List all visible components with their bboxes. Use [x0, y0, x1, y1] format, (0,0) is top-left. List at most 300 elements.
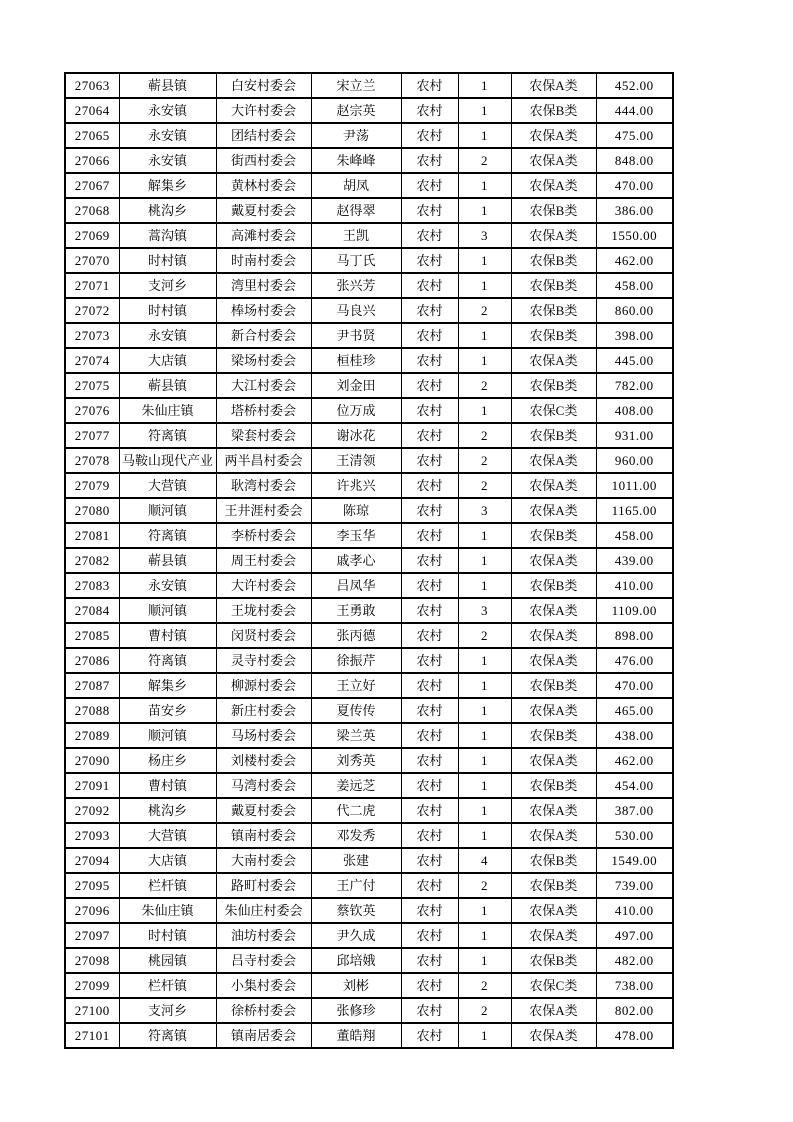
person-name-cell: 蔡钦英	[311, 898, 401, 923]
village-committee-cell: 大许村委会	[216, 573, 311, 598]
table-row	[65, 698, 673, 723]
insurance-category-cell: 农保B类	[511, 523, 596, 548]
village-committee-cell: 梁套村委会	[216, 423, 311, 448]
household-type-cell: 农村	[401, 598, 458, 623]
person-name-cell: 尹书贤	[311, 323, 401, 348]
household-type-cell: 农村	[401, 148, 458, 173]
household-type-cell: 农村	[401, 848, 458, 873]
person-name-cell: 徐振芹	[311, 648, 401, 673]
household-type-cell: 农村	[401, 698, 458, 723]
amount-cell: 476.00	[596, 648, 673, 673]
insurance-category-cell: 农保A类	[511, 448, 596, 473]
serial-number-cell: 27067	[65, 173, 119, 198]
person-name-cell: 谢冰花	[311, 423, 401, 448]
person-name-cell: 马良兴	[311, 298, 401, 323]
household-type-cell: 农村	[401, 473, 458, 498]
table-row	[65, 223, 673, 248]
town-cell: 大营镇	[119, 473, 216, 498]
serial-number-cell: 27084	[65, 598, 119, 623]
village-committee-cell: 马场村委会	[216, 723, 311, 748]
person-name-cell: 刘秀英	[311, 748, 401, 773]
person-count-cell: 1	[458, 923, 511, 948]
village-committee-cell: 周王村委会	[216, 548, 311, 573]
household-type-cell: 农村	[401, 998, 458, 1023]
person-count-cell: 1	[458, 173, 511, 198]
serial-number-cell: 27082	[65, 548, 119, 573]
table-row	[65, 748, 673, 773]
village-committee-cell: 戴夏村委会	[216, 198, 311, 223]
insurance-category-cell: 农保B类	[511, 573, 596, 598]
town-cell: 蕲县镇	[119, 73, 216, 98]
table-row	[65, 398, 673, 423]
town-cell: 大店镇	[119, 848, 216, 873]
household-type-cell: 农村	[401, 973, 458, 998]
insurance-category-cell: 农保B类	[511, 373, 596, 398]
serial-number-cell: 27089	[65, 723, 119, 748]
person-count-cell: 1	[458, 823, 511, 848]
town-cell: 永安镇	[119, 323, 216, 348]
table-row	[65, 648, 673, 673]
person-name-cell: 宋立兰	[311, 73, 401, 98]
person-count-cell: 2	[458, 623, 511, 648]
household-type-cell: 农村	[401, 948, 458, 973]
serial-number-cell: 27091	[65, 773, 119, 798]
table-row	[65, 823, 673, 848]
amount-cell: 462.00	[596, 248, 673, 273]
village-committee-cell: 闵贤村委会	[216, 623, 311, 648]
serial-number-cell: 27092	[65, 798, 119, 823]
town-cell: 时村镇	[119, 248, 216, 273]
person-count-cell: 2	[458, 473, 511, 498]
person-count-cell: 2	[458, 873, 511, 898]
household-type-cell: 农村	[401, 798, 458, 823]
village-committee-cell: 梁场村委会	[216, 348, 311, 373]
table-row	[65, 273, 673, 298]
insurance-category-cell: 农保B类	[511, 298, 596, 323]
insurance-category-cell: 农保A类	[511, 748, 596, 773]
amount-cell: 398.00	[596, 323, 673, 348]
town-cell: 永安镇	[119, 573, 216, 598]
household-type-cell: 农村	[401, 523, 458, 548]
household-type-cell: 农村	[401, 623, 458, 648]
person-name-cell: 王广付	[311, 873, 401, 898]
town-cell: 时村镇	[119, 298, 216, 323]
person-name-cell: 桓桂珍	[311, 348, 401, 373]
serial-number-cell: 27071	[65, 273, 119, 298]
insurance-category-cell: 农保A类	[511, 598, 596, 623]
amount-cell: 452.00	[596, 73, 673, 98]
town-cell: 马鞍山现代产业	[119, 448, 216, 473]
amount-cell: 530.00	[596, 823, 673, 848]
town-cell: 朱仙庄镇	[119, 398, 216, 423]
insurance-category-cell: 农保B类	[511, 948, 596, 973]
insurance-category-cell: 农保C类	[511, 398, 596, 423]
insurance-category-cell: 农保A类	[511, 698, 596, 723]
town-cell: 解集乡	[119, 173, 216, 198]
serial-number-cell: 27097	[65, 923, 119, 948]
town-cell: 顺河镇	[119, 598, 216, 623]
amount-cell: 462.00	[596, 748, 673, 773]
amount-cell: 454.00	[596, 773, 673, 798]
amount-cell: 458.00	[596, 273, 673, 298]
amount-cell: 960.00	[596, 448, 673, 473]
person-name-cell: 胡凤	[311, 173, 401, 198]
household-type-cell: 农村	[401, 398, 458, 423]
amount-cell: 848.00	[596, 148, 673, 173]
person-name-cell: 张建	[311, 848, 401, 873]
table-row	[65, 598, 673, 623]
person-name-cell: 刘彬	[311, 973, 401, 998]
person-name-cell: 王清领	[311, 448, 401, 473]
person-name-cell: 张修珍	[311, 998, 401, 1023]
village-committee-cell: 大南村委会	[216, 848, 311, 873]
insurance-category-cell: 农保B类	[511, 848, 596, 873]
village-committee-cell: 白安村委会	[216, 73, 311, 98]
insurance-category-cell: 农保B类	[511, 248, 596, 273]
person-count-cell: 4	[458, 848, 511, 873]
town-cell: 时村镇	[119, 923, 216, 948]
serial-number-cell: 27066	[65, 148, 119, 173]
village-committee-cell: 朱仙庄村委会	[216, 898, 311, 923]
table-body	[65, 73, 673, 1048]
serial-number-cell: 27095	[65, 873, 119, 898]
serial-number-cell: 27096	[65, 898, 119, 923]
amount-cell: 478.00	[596, 1023, 673, 1048]
serial-number-cell: 27079	[65, 473, 119, 498]
village-committee-cell: 吕寺村委会	[216, 948, 311, 973]
village-committee-cell: 大许村委会	[216, 98, 311, 123]
insurance-category-cell: 农保A类	[511, 923, 596, 948]
person-count-cell: 3	[458, 498, 511, 523]
amount-cell: 1550.00	[596, 223, 673, 248]
person-count-cell: 1	[458, 323, 511, 348]
serial-number-cell: 27098	[65, 948, 119, 973]
person-count-cell: 1	[458, 898, 511, 923]
insurance-category-cell: 农保B类	[511, 98, 596, 123]
village-committee-cell: 镇南居委会	[216, 1023, 311, 1048]
town-cell: 栏杆镇	[119, 873, 216, 898]
insurance-category-cell: 农保C类	[511, 973, 596, 998]
person-name-cell: 赵得翠	[311, 198, 401, 223]
village-committee-cell: 王井涯村委会	[216, 498, 311, 523]
insurance-category-cell: 农保B类	[511, 773, 596, 798]
table-row	[65, 848, 673, 873]
amount-cell: 465.00	[596, 698, 673, 723]
village-committee-cell: 两半昌村委会	[216, 448, 311, 473]
person-count-cell: 1	[458, 548, 511, 573]
insurance-category-cell: 农保A类	[511, 548, 596, 573]
serial-number-cell: 27101	[65, 1023, 119, 1048]
town-cell: 永安镇	[119, 148, 216, 173]
household-type-cell: 农村	[401, 673, 458, 698]
person-count-cell: 3	[458, 223, 511, 248]
town-cell: 杨庄乡	[119, 748, 216, 773]
person-count-cell: 2	[458, 973, 511, 998]
amount-cell: 444.00	[596, 98, 673, 123]
village-committee-cell: 路町村委会	[216, 873, 311, 898]
household-type-cell: 农村	[401, 198, 458, 223]
person-count-cell: 1	[458, 773, 511, 798]
town-cell: 支河乡	[119, 998, 216, 1023]
serial-number-cell: 27100	[65, 998, 119, 1023]
person-count-cell: 1	[458, 1023, 511, 1048]
household-type-cell: 农村	[401, 273, 458, 298]
table-row	[65, 898, 673, 923]
village-committee-cell: 灵寺村委会	[216, 648, 311, 673]
serial-number-cell: 27068	[65, 198, 119, 223]
serial-number-cell: 27090	[65, 748, 119, 773]
village-committee-cell: 新庄村委会	[216, 698, 311, 723]
person-name-cell: 张丙德	[311, 623, 401, 648]
serial-number-cell: 27087	[65, 673, 119, 698]
amount-cell: 410.00	[596, 573, 673, 598]
insurance-category-cell: 农保B类	[511, 873, 596, 898]
person-count-cell: 1	[458, 748, 511, 773]
serial-number-cell: 27064	[65, 98, 119, 123]
town-cell: 桃沟乡	[119, 198, 216, 223]
person-count-cell: 1	[458, 248, 511, 273]
table-row	[65, 498, 673, 523]
table-row	[65, 98, 673, 123]
village-committee-cell: 新合村委会	[216, 323, 311, 348]
insurance-category-cell: 农保A类	[511, 998, 596, 1023]
insurance-category-cell: 农保B类	[511, 198, 596, 223]
village-committee-cell: 塔桥村委会	[216, 398, 311, 423]
insurance-category-cell: 农保A类	[511, 498, 596, 523]
village-committee-cell: 耿湾村委会	[216, 473, 311, 498]
insurance-category-cell: 农保B类	[511, 723, 596, 748]
amount-cell: 931.00	[596, 423, 673, 448]
table-row	[65, 623, 673, 648]
insurance-category-cell: 农保A类	[511, 898, 596, 923]
person-count-cell: 1	[458, 273, 511, 298]
person-name-cell: 李玉华	[311, 523, 401, 548]
amount-cell: 438.00	[596, 723, 673, 748]
table-row	[65, 373, 673, 398]
household-type-cell: 农村	[401, 573, 458, 598]
person-count-cell: 1	[458, 98, 511, 123]
insurance-category-cell: 农保A类	[511, 648, 596, 673]
household-type-cell: 农村	[401, 448, 458, 473]
serial-number-cell: 27076	[65, 398, 119, 423]
amount-cell: 387.00	[596, 798, 673, 823]
table-row	[65, 298, 673, 323]
serial-number-cell: 27080	[65, 498, 119, 523]
serial-number-cell: 27093	[65, 823, 119, 848]
household-type-cell: 农村	[401, 1023, 458, 1048]
town-cell: 曹村镇	[119, 773, 216, 798]
person-count-cell: 1	[458, 948, 511, 973]
person-name-cell: 朱峰峰	[311, 148, 401, 173]
amount-cell: 738.00	[596, 973, 673, 998]
table-row	[65, 948, 673, 973]
village-committee-cell: 李桥村委会	[216, 523, 311, 548]
household-type-cell: 农村	[401, 773, 458, 798]
person-count-cell: 2	[458, 998, 511, 1023]
village-committee-cell: 刘楼村委会	[216, 748, 311, 773]
village-committee-cell: 湾里村委会	[216, 273, 311, 298]
table-row	[65, 723, 673, 748]
amount-cell: 458.00	[596, 523, 673, 548]
household-type-cell: 农村	[401, 823, 458, 848]
table-row	[65, 348, 673, 373]
amount-cell: 445.00	[596, 348, 673, 373]
household-type-cell: 农村	[401, 123, 458, 148]
household-type-cell: 农村	[401, 373, 458, 398]
person-count-cell: 1	[458, 673, 511, 698]
amount-cell: 475.00	[596, 123, 673, 148]
table-row	[65, 1023, 673, 1048]
person-count-cell: 2	[458, 373, 511, 398]
village-committee-cell: 戴夏村委会	[216, 798, 311, 823]
table-row	[65, 448, 673, 473]
town-cell: 栏杆镇	[119, 973, 216, 998]
amount-cell: 1549.00	[596, 848, 673, 873]
table-row	[65, 123, 673, 148]
person-count-cell: 1	[458, 573, 511, 598]
town-cell: 桃园镇	[119, 948, 216, 973]
village-committee-cell: 时南村委会	[216, 248, 311, 273]
insurance-category-cell: 农保A类	[511, 623, 596, 648]
person-count-cell: 1	[458, 198, 511, 223]
person-count-cell: 2	[458, 423, 511, 448]
person-count-cell: 2	[458, 448, 511, 473]
household-type-cell: 农村	[401, 548, 458, 573]
insurance-category-cell: 农保B类	[511, 323, 596, 348]
serial-number-cell: 27099	[65, 973, 119, 998]
table-row	[65, 473, 673, 498]
person-name-cell: 赵宗英	[311, 98, 401, 123]
town-cell: 解集乡	[119, 673, 216, 698]
table-row	[65, 173, 673, 198]
table-row	[65, 973, 673, 998]
household-type-cell: 农村	[401, 173, 458, 198]
serial-number-cell: 27073	[65, 323, 119, 348]
person-name-cell: 姜远芝	[311, 773, 401, 798]
serial-number-cell: 27069	[65, 223, 119, 248]
amount-cell: 386.00	[596, 198, 673, 223]
person-count-cell: 2	[458, 298, 511, 323]
table-row	[65, 523, 673, 548]
amount-cell: 470.00	[596, 173, 673, 198]
person-count-cell: 3	[458, 598, 511, 623]
insurance-category-cell: 农保A类	[511, 798, 596, 823]
household-type-cell: 农村	[401, 248, 458, 273]
person-count-cell: 1	[458, 123, 511, 148]
village-committee-cell: 街西村委会	[216, 148, 311, 173]
person-name-cell: 戚孝心	[311, 548, 401, 573]
person-count-cell: 2	[458, 148, 511, 173]
person-name-cell: 邱培娥	[311, 948, 401, 973]
village-committee-cell: 小集村委会	[216, 973, 311, 998]
serial-number-cell: 27081	[65, 523, 119, 548]
village-committee-cell: 黄林村委会	[216, 173, 311, 198]
household-type-cell: 农村	[401, 323, 458, 348]
insurance-payment-table	[64, 72, 674, 1049]
serial-number-cell: 27072	[65, 298, 119, 323]
household-type-cell: 农村	[401, 923, 458, 948]
household-type-cell: 农村	[401, 223, 458, 248]
person-name-cell: 邓发秀	[311, 823, 401, 848]
person-count-cell: 1	[458, 398, 511, 423]
serial-number-cell: 27085	[65, 623, 119, 648]
village-committee-cell: 镇南村委会	[216, 823, 311, 848]
amount-cell: 802.00	[596, 998, 673, 1023]
village-committee-cell: 团结村委会	[216, 123, 311, 148]
amount-cell: 739.00	[596, 873, 673, 898]
person-name-cell: 陈琼	[311, 498, 401, 523]
town-cell: 大店镇	[119, 348, 216, 373]
insurance-category-cell: 农保B类	[511, 673, 596, 698]
village-committee-cell: 油坊村委会	[216, 923, 311, 948]
insurance-category-cell: 农保A类	[511, 473, 596, 498]
serial-number-cell: 27063	[65, 73, 119, 98]
amount-cell: 782.00	[596, 373, 673, 398]
table-row	[65, 673, 673, 698]
village-committee-cell: 高滩村委会	[216, 223, 311, 248]
household-type-cell: 农村	[401, 98, 458, 123]
person-count-cell: 1	[458, 798, 511, 823]
household-type-cell: 农村	[401, 423, 458, 448]
insurance-category-cell: 农保A类	[511, 823, 596, 848]
amount-cell: 898.00	[596, 623, 673, 648]
table-row	[65, 198, 673, 223]
table-row	[65, 998, 673, 1023]
village-committee-cell: 马湾村委会	[216, 773, 311, 798]
town-cell: 朱仙庄镇	[119, 898, 216, 923]
town-cell: 曹村镇	[119, 623, 216, 648]
amount-cell: 497.00	[596, 923, 673, 948]
town-cell: 苗安乡	[119, 698, 216, 723]
household-type-cell: 农村	[401, 298, 458, 323]
table-row	[65, 323, 673, 348]
table-row	[65, 248, 673, 273]
amount-cell: 860.00	[596, 298, 673, 323]
serial-number-cell: 27077	[65, 423, 119, 448]
household-type-cell: 农村	[401, 648, 458, 673]
amount-cell: 482.00	[596, 948, 673, 973]
household-type-cell: 农村	[401, 723, 458, 748]
table-row	[65, 148, 673, 173]
person-name-cell: 尹荡	[311, 123, 401, 148]
insurance-category-cell: 农保B类	[511, 423, 596, 448]
insurance-category-cell: 农保A类	[511, 123, 596, 148]
town-cell: 符离镇	[119, 523, 216, 548]
household-type-cell: 农村	[401, 873, 458, 898]
person-count-cell: 1	[458, 648, 511, 673]
insurance-category-cell: 农保A类	[511, 73, 596, 98]
serial-number-cell: 27094	[65, 848, 119, 873]
serial-number-cell: 27086	[65, 648, 119, 673]
village-committee-cell: 徐桥村委会	[216, 998, 311, 1023]
household-type-cell: 农村	[401, 498, 458, 523]
insurance-category-cell: 农保B类	[511, 273, 596, 298]
table-row	[65, 548, 673, 573]
person-name-cell: 王立好	[311, 673, 401, 698]
amount-cell: 1011.00	[596, 473, 673, 498]
person-name-cell: 刘金田	[311, 373, 401, 398]
village-committee-cell: 大江村委会	[216, 373, 311, 398]
person-name-cell: 位万成	[311, 398, 401, 423]
person-count-cell: 1	[458, 73, 511, 98]
person-name-cell: 尹久成	[311, 923, 401, 948]
insurance-category-cell: 农保A类	[511, 348, 596, 373]
table-row	[65, 73, 673, 98]
amount-cell: 470.00	[596, 673, 673, 698]
town-cell: 支河乡	[119, 273, 216, 298]
serial-number-cell: 27088	[65, 698, 119, 723]
person-name-cell: 梁兰英	[311, 723, 401, 748]
